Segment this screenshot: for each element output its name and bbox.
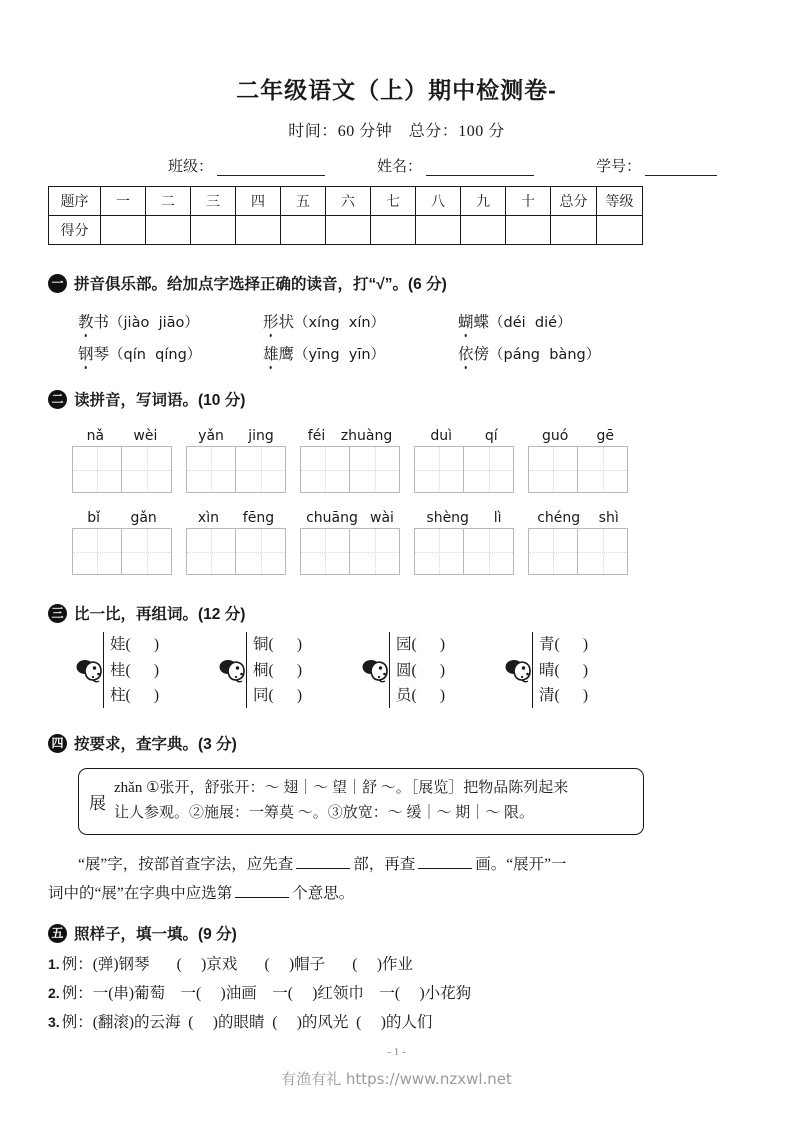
- q4-question-text: [48, 850, 668, 908]
- q2-grid-cell[interactable]: [236, 529, 285, 574]
- q2-pinyin-syllable: jing: [248, 428, 274, 444]
- q4-blank-radical[interactable]: [296, 855, 350, 869]
- q3-char: 圆: [396, 661, 412, 679]
- q3-char: 青: [539, 636, 555, 653]
- q2-word-grid[interactable]: [528, 506, 628, 575]
- q2-grid-boxes[interactable]: [300, 446, 400, 493]
- q3-compare-group: [505, 632, 588, 709]
- q2-grid-cell[interactable]: [464, 529, 513, 574]
- section-title-1: 拼音俱乐部。给加点字选择正确的读音，打“√”。(6 分): [74, 276, 447, 293]
- q1-options[interactable]: （xíng xín）: [294, 315, 386, 331]
- q3-char-answer-row[interactable]: [396, 683, 445, 709]
- score-input-cell[interactable]: [506, 216, 551, 245]
- q2-pinyin-syllable: xìn: [197, 510, 219, 526]
- q2-grid-boxes[interactable]: [414, 528, 514, 575]
- q4-blank-strokes[interactable]: [418, 855, 472, 869]
- q2-grid-cell[interactable]: [236, 447, 285, 492]
- q2-grid-boxes[interactable]: [72, 446, 172, 493]
- q2-pinyin-hint: [300, 506, 400, 526]
- q2-grid-boxes[interactable]: [528, 528, 628, 575]
- class-field[interactable]: [168, 155, 325, 176]
- q2-grid-cell[interactable]: [122, 529, 171, 574]
- q3-char: 员: [396, 687, 412, 704]
- student-number-label: 学号：: [596, 159, 642, 175]
- score-input-cell[interactable]: [416, 216, 461, 245]
- score-row-label: 题序: [49, 187, 101, 216]
- q5-blank-slot[interactable]: 一( )油画: [165, 985, 257, 1002]
- section-marker-1: 一: [48, 274, 67, 293]
- page-number: - 1 -: [387, 1046, 406, 1058]
- dog-icon: [219, 650, 245, 690]
- student-number-blank[interactable]: [645, 161, 717, 176]
- q5-blank-slot[interactable]: ( )的人们: [348, 1014, 433, 1031]
- q2-grid-cell[interactable]: [529, 447, 578, 492]
- score-input-cell[interactable]: [146, 216, 191, 245]
- q3-char-answer-row[interactable]: [253, 683, 302, 709]
- q4-question-line-1: [48, 850, 668, 879]
- score-input-cell[interactable]: [597, 216, 643, 245]
- q1-options[interactable]: （jiào jiāo）: [109, 315, 199, 331]
- q1-marked-char: 钢: [78, 342, 94, 364]
- q5-item-row: [48, 1010, 432, 1032]
- q2-pinyin-syllable: shì: [598, 510, 619, 526]
- q2-pinyin-syllable: zhuàng: [340, 428, 393, 444]
- q5-item-list: [48, 952, 668, 1042]
- q5-item-number: 2.: [48, 985, 60, 1001]
- q3-answer-parens[interactable]: ( ): [268, 661, 303, 679]
- q2-pinyin-hint: [528, 424, 628, 444]
- score-column-header: 等级: [597, 187, 643, 216]
- q2-pinyin-hint: [300, 424, 400, 444]
- score-column-header: 四: [236, 187, 281, 216]
- q3-char-lines: [539, 632, 588, 709]
- q3-char: 桐: [253, 661, 269, 679]
- score-column-header: 总分: [551, 187, 597, 216]
- q2-grid-cell[interactable]: [122, 447, 171, 492]
- dictionary-definitions: [114, 776, 568, 826]
- q2-grid-cell[interactable]: [529, 529, 578, 574]
- q3-answer-parens[interactable]: ( ): [268, 636, 303, 653]
- dictionary-headword: 展: [89, 793, 106, 813]
- q3-char-answer-row[interactable]: [396, 658, 445, 684]
- q1-choice-item[interactable]: [78, 310, 199, 332]
- q3-group-divider: [532, 632, 533, 708]
- q5-example: 例：(翻滚)的云海: [61, 1014, 181, 1031]
- q2-pinyin-syllable: gē: [596, 428, 614, 444]
- q3-char: 清: [539, 687, 555, 704]
- q2-grid-cell[interactable]: [415, 447, 464, 492]
- q3-char-lines: [110, 632, 159, 709]
- q2-pinyin-syllable: yǎn: [198, 428, 224, 444]
- q1-marked-char: 蝴: [458, 310, 474, 332]
- q3-char: 同: [253, 687, 269, 704]
- q1-row-1: [48, 310, 688, 336]
- score-column-header: 二: [146, 187, 191, 216]
- q2-pinyin-syllable: fēng: [242, 510, 275, 526]
- q1-marked-char: 教: [78, 310, 94, 332]
- section-heading-4: [48, 732, 237, 754]
- q2-word-grid[interactable]: [300, 424, 400, 493]
- section-title-2: 读拼音，写词语。(10 分): [74, 392, 246, 409]
- q3-answer-parens[interactable]: ( ): [554, 636, 589, 653]
- score-table-row: [49, 187, 643, 216]
- watermark: 有渔有礼 https://www.nzxwl.net: [281, 1070, 512, 1088]
- dictionary-line-2: 让人参观。②施展：一筹莫 ～。③放宽：～ 缓｜～ 期｜～ 限。: [114, 805, 535, 821]
- q1-plain-char: 书: [93, 314, 110, 331]
- score-input-cell[interactable]: [461, 216, 506, 245]
- q1-plain-char: 琴: [93, 346, 110, 363]
- q2-pinyin-syllable: féi: [307, 428, 326, 444]
- score-column-header: 十: [506, 187, 551, 216]
- q2-word-grid[interactable]: [186, 506, 286, 575]
- q2-grid-cell[interactable]: [415, 529, 464, 574]
- q2-grid-cell[interactable]: [301, 447, 350, 492]
- name-field[interactable]: [377, 155, 534, 176]
- q3-char-answer-row[interactable]: [110, 632, 159, 658]
- q2-pinyin-hint: [186, 424, 286, 444]
- q2-pinyin-syllable: duì: [430, 428, 453, 444]
- q2-grid-boxes[interactable]: [186, 446, 286, 493]
- q4-blank-meaning[interactable]: [235, 884, 289, 898]
- q4-text-a: “展”字，按部首查字法，应先查: [78, 856, 294, 873]
- q3-char-answer-row[interactable]: [110, 658, 159, 684]
- q3-char-answer-row[interactable]: [110, 683, 159, 709]
- score-row-label: 得分: [49, 216, 101, 245]
- q2-pinyin-syllable: nǎ: [86, 428, 105, 444]
- dog-icon: [76, 650, 102, 690]
- q1-options[interactable]: （qín qíng）: [109, 347, 202, 363]
- section-heading-3: [48, 602, 245, 624]
- q5-blank-slot[interactable]: ( )京戏: [149, 956, 238, 973]
- q2-word-grid[interactable]: [72, 424, 172, 493]
- class-blank[interactable]: [217, 161, 325, 176]
- score-input-cell[interactable]: [101, 216, 146, 245]
- q3-answer-parens[interactable]: ( ): [411, 687, 446, 704]
- score-column-header: 三: [191, 187, 236, 216]
- q5-example: 例：(弹)钢琴: [61, 956, 150, 973]
- score-table: [48, 186, 643, 245]
- q5-blank-slot[interactable]: 一( )小花狗: [363, 985, 472, 1002]
- q3-answer-parens[interactable]: ( ): [125, 636, 160, 653]
- q1-marked-char: 依: [458, 342, 474, 364]
- q3-compare-group: [76, 632, 159, 709]
- q3-compare-group: [219, 632, 302, 709]
- q5-blank-slot[interactable]: ( )作业: [325, 956, 413, 973]
- q1-choice-item[interactable]: [263, 310, 385, 332]
- q2-pinyin-syllable: gǎn: [130, 510, 157, 526]
- q1-choice-item[interactable]: [263, 342, 385, 364]
- q2-pinyin-syllable: wài: [370, 510, 394, 526]
- q5-example: 例：一(串)葡萄: [61, 985, 166, 1002]
- q5-item-row: [48, 952, 413, 974]
- q2-pinyin-syllable: chuāng: [306, 510, 358, 526]
- q2-pinyin-hint: [528, 506, 628, 526]
- q2-grid-cell[interactable]: [464, 447, 513, 492]
- score-input-cell[interactable]: [371, 216, 416, 245]
- q1-plain-char: 蝶: [473, 314, 490, 331]
- section-marker-5: 五: [48, 924, 67, 943]
- q1-plain-char: 傍: [473, 346, 490, 363]
- q2-grid-boxes[interactable]: [414, 446, 514, 493]
- q2-pinyin-syllable: bǐ: [87, 510, 100, 526]
- section-title-4: 按要求，查字典。(3 分): [74, 736, 237, 753]
- q3-char-answer-row[interactable]: [539, 658, 588, 684]
- section-marker-3: 三: [48, 604, 67, 623]
- q2-grid-cell[interactable]: [73, 447, 122, 492]
- q3-char: 柱: [110, 687, 126, 704]
- score-input-cell[interactable]: [326, 216, 371, 245]
- q3-char-answer-row[interactable]: [253, 658, 302, 684]
- exam-meta-line: 时间：60 分钟 总分：100 分: [288, 123, 505, 140]
- score-input-cell[interactable]: [191, 216, 236, 245]
- q3-answer-parens[interactable]: ( ): [411, 636, 446, 653]
- q4-text-d: 词中的“展”在字典中应选第: [48, 885, 233, 902]
- q2-grid-cell[interactable]: [350, 529, 399, 574]
- q2-pinyin-syllable: guó: [542, 428, 569, 444]
- name-label: 姓名：: [377, 159, 423, 175]
- q3-char-answer-row[interactable]: [253, 632, 302, 658]
- section-title-3: 比一比，再组词。(12 分): [74, 606, 246, 623]
- q3-char: 娃: [110, 636, 126, 653]
- q2-word-grid[interactable]: [300, 506, 400, 575]
- q2-pinyin-syllable: lì: [493, 510, 502, 526]
- q5-item-number: 1.: [48, 956, 60, 972]
- section-heading-1: [48, 272, 447, 294]
- q2-grid-boxes[interactable]: [300, 528, 400, 575]
- section-title-5: 照样子，填一填。(9 分): [74, 926, 237, 943]
- q2-grid-cell[interactable]: [301, 529, 350, 574]
- section-marker-4: 四: [48, 734, 67, 753]
- q2-grid-cell[interactable]: [350, 447, 399, 492]
- q1-plain-char: 鹰: [278, 346, 295, 363]
- student-number-field[interactable]: [596, 155, 717, 176]
- q2-pinyin-syllable: chéng: [537, 510, 581, 526]
- q5-item-number: 3.: [48, 1014, 60, 1030]
- q2-grid-cell[interactable]: [187, 529, 236, 574]
- q4-text-e: 个意思。: [292, 885, 355, 902]
- q3-answer-parens[interactable]: ( ): [125, 661, 160, 679]
- score-column-header: 五: [281, 187, 326, 216]
- q2-pinyin-syllable: wèi: [133, 428, 158, 444]
- name-blank[interactable]: [426, 161, 534, 176]
- q2-pinyin-hint: [72, 424, 172, 444]
- q3-char-lines: [396, 632, 445, 709]
- dog-icon: [505, 650, 531, 690]
- q3-answer-parens[interactable]: ( ): [125, 687, 160, 704]
- q1-choice-item[interactable]: [458, 310, 572, 332]
- score-input-cell[interactable]: [281, 216, 326, 245]
- q2-word-grid[interactable]: [186, 424, 286, 493]
- page-title: 二年级语文（上）期中检测卷-: [236, 77, 557, 103]
- q5-blank-slot[interactable]: ( )的风光: [264, 1014, 349, 1031]
- q2-grid-boxes[interactable]: [186, 528, 286, 575]
- q1-options[interactable]: （páng bàng）: [489, 347, 601, 363]
- score-column-header: 九: [461, 187, 506, 216]
- q2-grid-cell[interactable]: [73, 529, 122, 574]
- q2-word-grid[interactable]: [414, 506, 514, 575]
- q4-text-c: 画。“展开”一: [475, 856, 567, 873]
- q4-question-line-2: [48, 879, 668, 908]
- q1-row-2: [48, 342, 688, 368]
- q3-group-divider: [103, 632, 104, 708]
- dictionary-line-1: zhǎn ①张开，舒张开：～ 翅｜～ 望｜舒 ～。［展览］把物品陈列起来: [114, 780, 569, 796]
- q2-grid-cell[interactable]: [578, 529, 627, 574]
- q2-grid-cell[interactable]: [578, 447, 627, 492]
- q2-pinyin-syllable: shèng: [426, 510, 469, 526]
- q3-char-answer-row[interactable]: [539, 683, 588, 709]
- q2-grid-cell[interactable]: [187, 447, 236, 492]
- q1-marked-char: 形: [263, 310, 279, 332]
- score-column-header: 六: [326, 187, 371, 216]
- q2-word-grid[interactable]: [528, 424, 628, 493]
- section-heading-5: [48, 922, 237, 944]
- q3-answer-parens[interactable]: ( ): [554, 661, 589, 679]
- score-input-cell[interactable]: [236, 216, 281, 245]
- q3-group-divider: [246, 632, 247, 708]
- q1-plain-char: 状: [278, 314, 295, 331]
- q2-word-grid[interactable]: [72, 506, 172, 575]
- q1-options[interactable]: （déi dié）: [489, 315, 572, 331]
- q3-answer-parens[interactable]: ( ): [554, 687, 589, 704]
- q3-char: 桂: [110, 661, 126, 679]
- q3-char-answer-row[interactable]: [396, 632, 445, 658]
- q5-blank-slot[interactable]: ( )帽子: [237, 956, 326, 973]
- dog-icon: [362, 650, 388, 690]
- q1-marked-char: 雄: [263, 342, 279, 364]
- student-identity-row: [48, 152, 688, 176]
- q3-compare-group: [362, 632, 445, 709]
- class-label: 班级：: [168, 159, 214, 175]
- q2-word-grid[interactable]: [414, 424, 514, 493]
- q5-blank-slot[interactable]: ( )的眼睛: [180, 1014, 265, 1031]
- q1-choice-item[interactable]: [458, 342, 600, 364]
- q1-options[interactable]: （yīng yīn）: [294, 347, 386, 363]
- score-column-header: 八: [416, 187, 461, 216]
- q3-group-divider: [389, 632, 390, 708]
- q2-pinyin-hint: [72, 506, 172, 526]
- q2-grid-boxes[interactable]: [72, 528, 172, 575]
- q1-choice-item[interactable]: [78, 342, 201, 364]
- q3-char-answer-row[interactable]: [539, 632, 588, 658]
- score-column-header: 七: [371, 187, 416, 216]
- score-table-row: [49, 216, 643, 245]
- q2-pinyin-syllable: qí: [484, 428, 498, 444]
- q2-pinyin-hint: [414, 506, 514, 526]
- q3-answer-parens[interactable]: ( ): [411, 661, 446, 679]
- score-input-cell[interactable]: [551, 216, 597, 245]
- q3-char: 晴: [539, 661, 555, 679]
- q3-answer-parens[interactable]: ( ): [268, 687, 303, 704]
- section-marker-2: 二: [48, 390, 67, 409]
- q4-text-b: 部，再查: [353, 856, 416, 873]
- section-heading-2: [48, 388, 245, 410]
- q5-blank-slot[interactable]: 一( )红领巾: [256, 985, 364, 1002]
- q2-pinyin-hint: [186, 506, 286, 526]
- q3-char: 园: [396, 636, 412, 653]
- q5-item-row: [48, 981, 471, 1003]
- q2-grid-boxes[interactable]: [528, 446, 628, 493]
- dictionary-entry-box: [78, 768, 644, 835]
- q3-char: 铜: [253, 636, 269, 653]
- score-column-header: 一: [101, 187, 146, 216]
- q3-char-lines: [253, 632, 302, 709]
- q2-pinyin-hint: [414, 424, 514, 444]
